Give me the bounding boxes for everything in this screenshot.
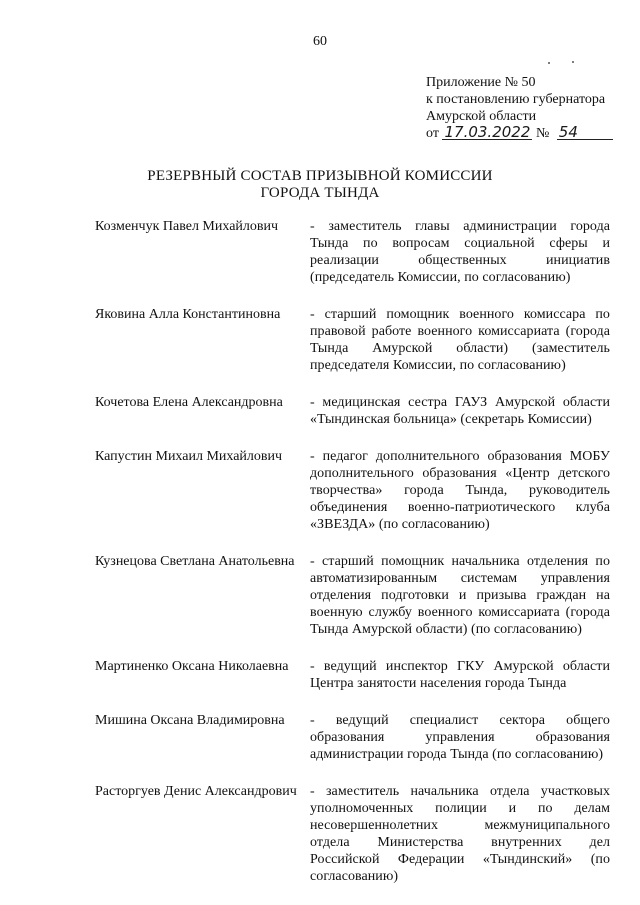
member-row	[95, 553, 610, 638]
approval-line-appendix: Приложение № 50	[426, 75, 536, 90]
title-line-1: РЕЗЕРВНЫЙ СОСТАВ ПРИЗЫВНОЙ КОМИССИИ	[147, 168, 493, 184]
approval-block	[426, 74, 626, 142]
member-name: Яковина Алла Константиновна	[95, 307, 281, 322]
member-name: Кузнецова Светлана Анатольевна	[95, 554, 295, 569]
member-role: - заместитель начальника отдела участковых уполномоченных полиции и по делам несовершеннолетних межмуниципального отдела Министерства внутренних дел Российской Федерации «Тындинский» (по согласованию)	[310, 784, 610, 884]
member-row	[95, 218, 610, 286]
member-name: Мартиненко Оксана Николаевна	[95, 659, 289, 674]
scan-speck	[548, 62, 550, 64]
approval-line-resolution: к постановлению губернатора	[426, 92, 606, 107]
members-list	[95, 218, 610, 905]
member-role: - старший помощник военного комиссара по правовой работе военного комиссариата (города Тында Амурской области) (заместитель председателя Комиссии, по согласованию)	[310, 307, 610, 373]
member-name: Мишина Оксана Владимировна	[95, 713, 285, 728]
approval-date-line	[426, 125, 626, 142]
handwritten-date: 17.03.2022	[442, 125, 532, 140]
title-line-2: ГОРОДА ТЫНДА	[260, 185, 380, 201]
number-label: №	[535, 126, 550, 141]
member-role: - ведущий специалист сектора общего образования управления образования администрации города Тында (по согласованию)	[310, 713, 610, 762]
member-row	[95, 394, 610, 428]
member-row	[95, 306, 610, 374]
member-role: - заместитель главы администрации города Тында по вопросам социальной сферы и реализации общественных инициатив (председатель Комиссии, по согласованию)	[310, 219, 610, 285]
date-prefix: от	[426, 126, 439, 141]
member-name: Кочетова Елена Александровна	[95, 395, 283, 410]
member-row	[95, 712, 610, 763]
member-name: Козменчук Павел Михайлович	[95, 219, 279, 234]
member-name: Расторгуев Денис Александрович	[95, 784, 297, 799]
document-title	[0, 168, 640, 202]
scan-speck	[572, 61, 574, 63]
page-number: 60	[313, 34, 327, 49]
member-role: - медицинская сестра ГАУЗ Амурской области «Тындинская больница» (секретарь Комиссии)	[310, 395, 610, 427]
handwritten-number: 54	[557, 125, 613, 140]
member-role: - ведущий инспектор ГКУ Амурской области Центра занятости населения города Тында	[310, 659, 610, 691]
member-role: - старший помощник начальника отделения по автоматизированным системам управления отделения подготовки и призыва граждан на военную службу военного комиссариата (города Тында Амурской области) (по согласованию)	[310, 554, 610, 637]
member-name: Капустин Михаил Михайлович	[95, 449, 283, 464]
approval-line-region: Амурской области	[426, 109, 537, 124]
member-row	[95, 448, 610, 533]
member-row	[95, 658, 610, 692]
member-row	[95, 783, 610, 885]
member-role: - педагог дополнительного образования МОБУ дополнительного образования «Центр детского творчества» города Тында, руководитель объединения военно-патриотического клуба «ЗВЕЗДА» (по согласованию)	[310, 449, 610, 532]
